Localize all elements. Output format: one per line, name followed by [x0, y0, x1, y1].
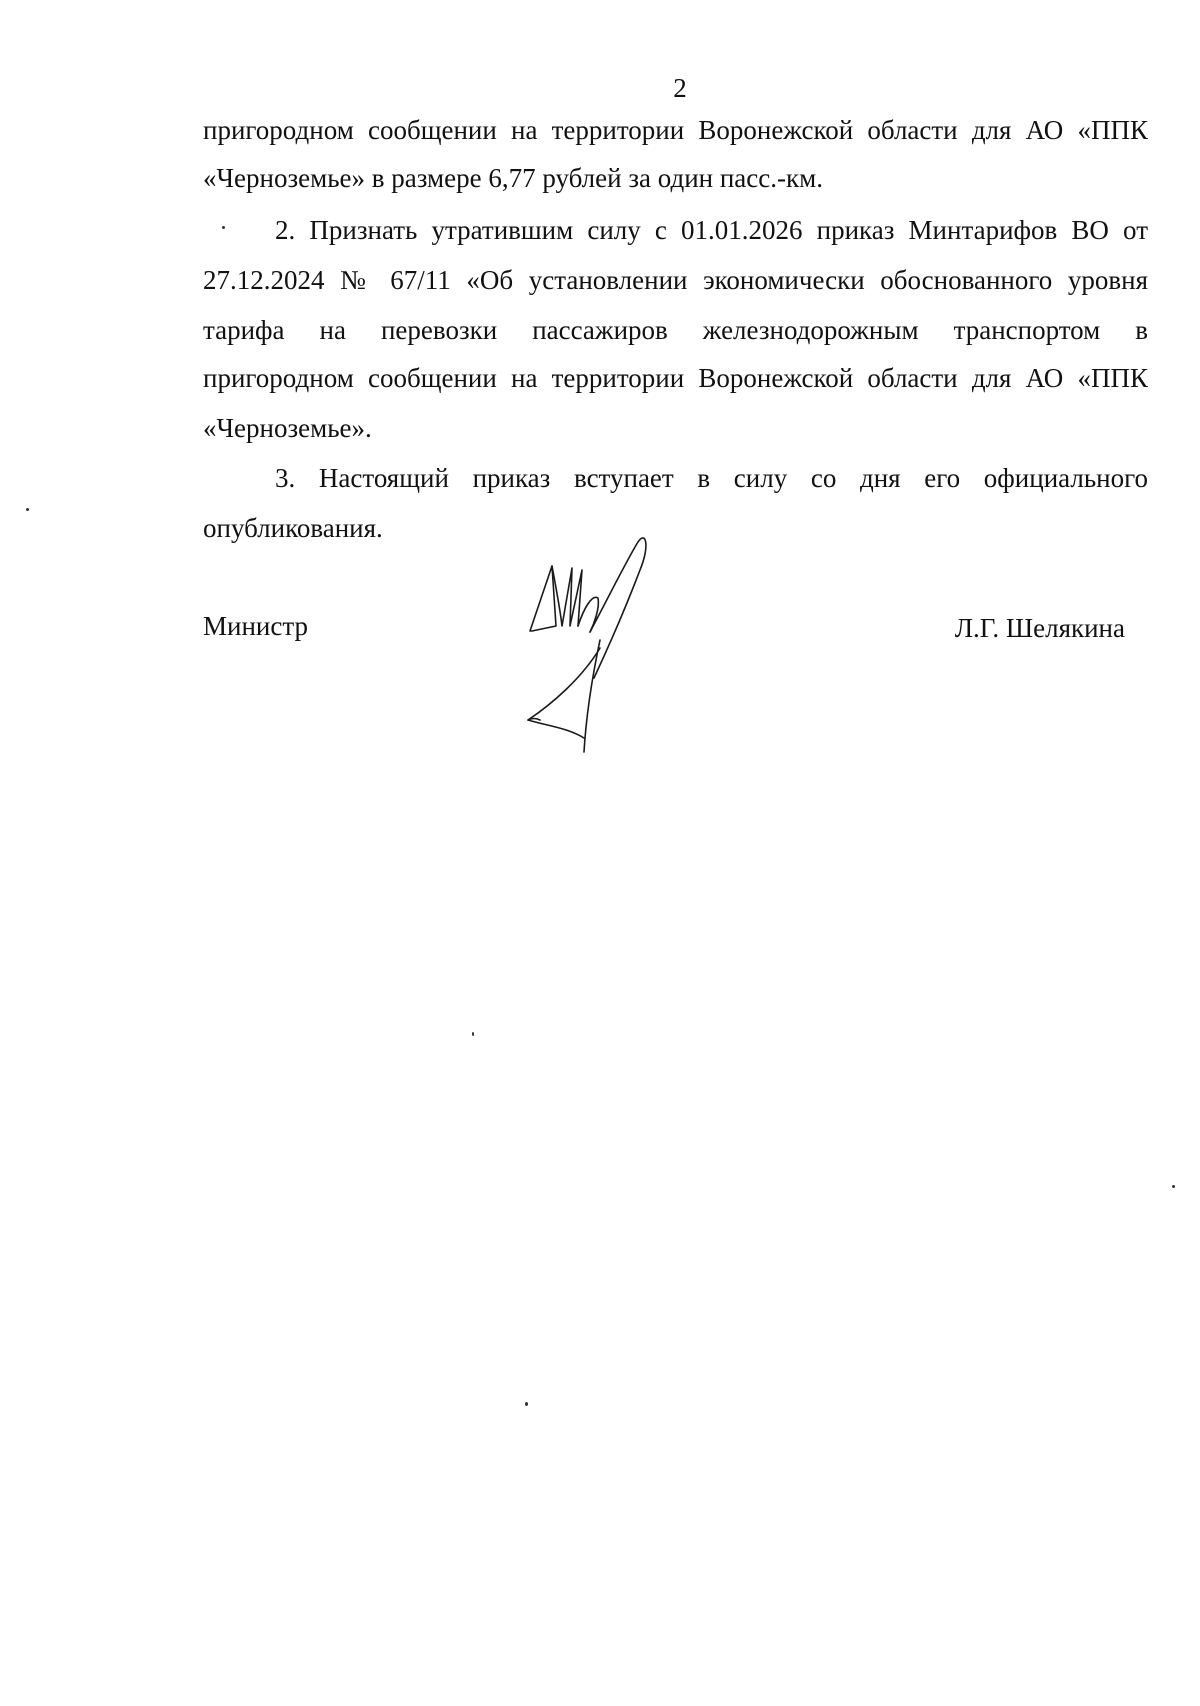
- scan-speck: [472, 1032, 474, 1036]
- signatory-name: Л.Г. Шелякина: [954, 613, 1125, 643]
- scan-speck: [222, 226, 225, 229]
- body-line-8: 3. Настоящий приказ вступает в силу со дня его официального: [275, 463, 1148, 493]
- scan-speck: [525, 1402, 528, 1406]
- body-line-3: 2. Признать утратившим силу с 01.01.2026 приказ Минтарифов ВО от: [275, 215, 1148, 245]
- body-line-6: пригородном сообщении на территории Воронежской области для АО «ППК: [203, 363, 1148, 393]
- signatory-title: Министр: [203, 611, 308, 641]
- body-line-5: тарифа на перевозки пассажиров железнодорожным транспортом в: [203, 315, 1148, 345]
- body-line-9: опубликования.: [203, 513, 383, 543]
- body-line-2: «Черноземье» в размере 6,77 рублей за один пасс.-км.: [203, 163, 823, 193]
- handwritten-signature: [512, 528, 672, 753]
- body-line-7: «Черноземье».: [203, 413, 372, 443]
- body-line-1: пригородном сообщении на территории Воронежской области для АО «ППК: [203, 115, 1148, 145]
- body-line-4: 27.12.2024 № 67/11 «Об установлении экономически обоснованного уровня: [203, 265, 1148, 295]
- scan-speck: [1172, 1185, 1175, 1188]
- scan-speck: [26, 508, 29, 511]
- page-number: 2: [673, 73, 687, 103]
